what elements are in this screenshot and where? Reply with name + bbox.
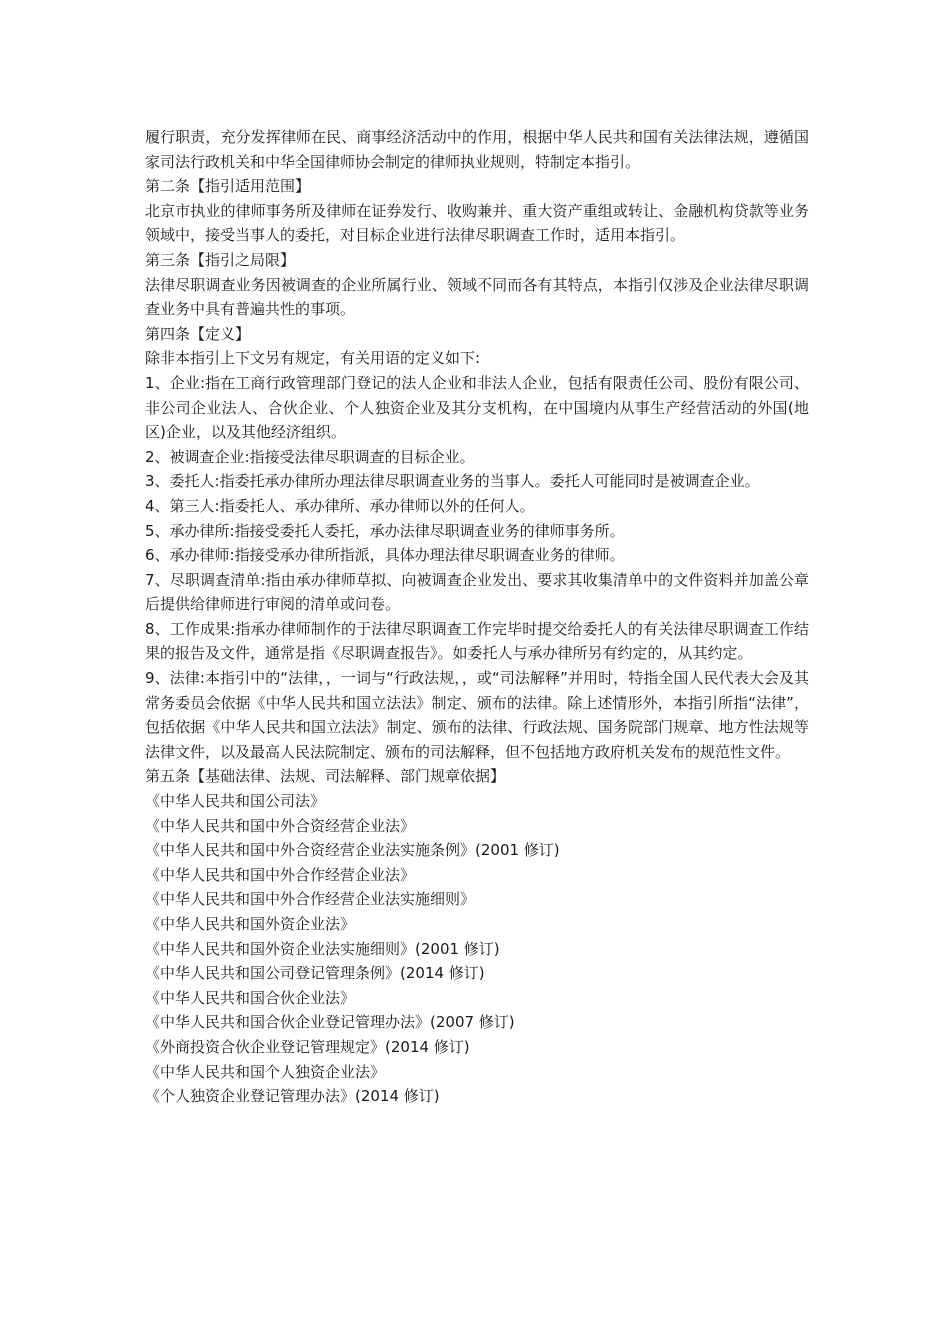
definition-item: 1、企业:指在工商行政管理部门登记的法人企业和非法人企业，包括有限责任公司、股份有限公司、非公司企业法人、合伙企业、个人独资企业及其分支机构，在中国境内从事生产经营活动的外国(地区)企业，以及其他经济组织。 [145, 373, 809, 442]
definition-item: 5、承办律所:指接受委托人委托，承办法律尽职调查业务的律师事务所。 [145, 521, 625, 540]
paragraph-intro: 履行职责，充分发挥律师在民、商事经济活动中的作用，根据中华人民共和国有关法律法规，遵循国家司法行政机关和中华全国律师协会制定的律师执业规则，特制定本指引。 [145, 128, 809, 171]
article-2-text: 北京市执业的律师事务所及律师在证券发行、收购兼并、重大资产重组或转让、金融机构贷款等业务领域中，接受当事人的委托，对目标企业进行法律尽职调查工作时，适用本指引。 [145, 201, 809, 245]
law-list-item: 《外商投资合伙企业登记管理规定》(2014 修订) [145, 1037, 470, 1056]
law-list-item: 《中华人民共和国公司登记管理条例》(2014 修订) [145, 964, 485, 983]
law-list-item: 《中华人民共和国合伙企业法》 [145, 988, 356, 1007]
article-2-heading: 第二条【指引适用范围】 [145, 177, 311, 196]
article-3-text: 法律尽职调查业务因被调查的企业所属行业、领域不同而各有其特点，本指引仅涉及企业法律尽职调查业务中具有普遍共性的事项。 [145, 275, 809, 319]
law-list-item: 《中华人民共和国中外合资经营企业法实施条例》(2001 修订) [145, 841, 560, 860]
definition-item: 9、法律:本指引中的“法律，，一词与“行政法规，，或“司法解释”并用时，特指全国人民代表大会及其常务委员会依据《中华人民共和国立法法》制定、颁布的法律。除上述情形外，本指引所指“法律”，包括依据《中华人民共和国立法法》制定、颁布的法律、行政法规、国务院部门规章、地方性法规等法律文件，以及最高人民法院制定、颁布的司法解释，但不包括地方政府机关发布的规范性文件。 [145, 669, 809, 761]
definition-item: 6、承办律师:指接受承办律所指派，具体办理法律尽职调查业务的律师。 [145, 546, 625, 565]
law-list-item: 《中华人民共和国外资企业法》 [145, 915, 356, 933]
law-list-item: 《中华人民共和国中外合作经营企业法实施细则》 [145, 890, 476, 909]
definition-item: 3、委托人:指委托承办律所办理法律尽职调查业务的当事人。委托人可能同时是被调查企业。 [145, 472, 760, 491]
document-body [145, 125, 809, 1109]
article-3-heading: 第三条【指引之局限】 [145, 250, 296, 269]
law-list-item: 《中华人民共和国个人独资企业法》 [145, 1062, 386, 1081]
definition-item: 4、第三人:指委托人、承办律所、承办律师以外的任何人。 [145, 496, 535, 515]
law-list-item: 《中华人民共和国合伙企业登记管理办法》(2007 修订) [145, 1013, 515, 1032]
article-4-heading: 第四条【定义】 [145, 324, 251, 343]
law-list-item: 《中华人民共和国外资企业法实施细则》(2001 修订) [145, 939, 500, 958]
law-list-item: 《中华人民共和国中外合资经营企业法》 [145, 816, 416, 835]
definition-item: 2、被调查企业:指接受法律尽职调查的目标企业。 [145, 447, 475, 466]
article-5-heading: 第五条【基础法律、法规、司法解释、部门规章依据】 [145, 767, 506, 786]
definition-item: 8、工作成果:指承办律师制作的于法律尽职调查工作完毕时提交给委托人的有关法律尽职调查工作结果的报告及文件，通常是指《尽职调查报告》。如委托人与承办律所另有约定的，从其约定。 [145, 619, 809, 663]
law-list-item: 《中华人民共和国中外合作经营企业法》 [145, 865, 416, 884]
law-list-item: 《个人独资企业登记管理办法》(2014 修订) [145, 1087, 440, 1106]
definition-item: 7、尽职调查清单:指由承办律师草拟、向被调查企业发出、要求其收集清单中的文件资料并加盖公章后提供给律师进行审阅的清单或问卷。 [145, 570, 809, 614]
law-list-item: 《中华人民共和国公司法》 [145, 792, 326, 811]
article-4-intro: 除非本指引上下文另有规定，有关用语的定义如下: [145, 349, 481, 368]
